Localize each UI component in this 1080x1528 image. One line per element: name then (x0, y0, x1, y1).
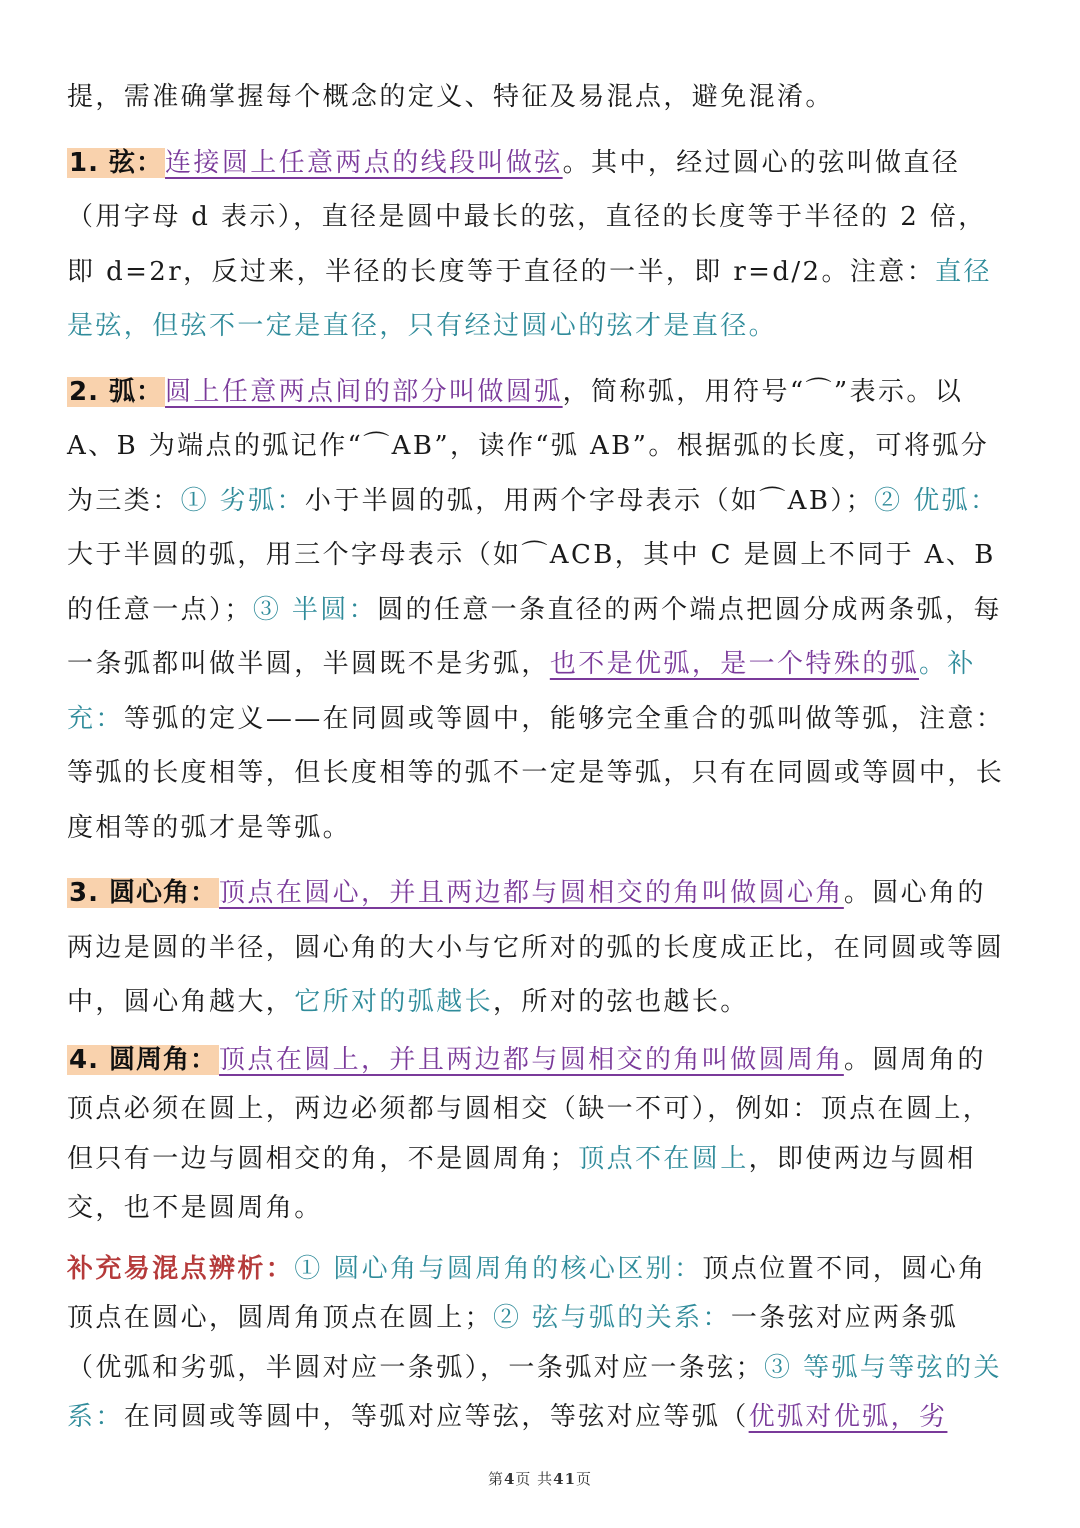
confusion-p2-text: 一条弦对应两条弧（优弧和劣弧，半圆对应一条弧），一条弧对应一条弦； (67, 1303, 959, 1383)
chord-section (67, 136, 1013, 354)
confusion-p3-label: ③ 等弧与等弦的关系： (67, 1352, 1002, 1432)
arc-section (67, 365, 1013, 856)
spacer (67, 855, 1013, 866)
footer-page-number: 4 (503, 1470, 516, 1488)
arc-semi-label: ③ 半圆： (252, 594, 378, 625)
spacer (67, 125, 1013, 136)
central-angle-heading: 3. 圆心角： (69, 878, 218, 908)
central-angle-body-end: ，所对的弦也越长。 (493, 987, 749, 1017)
confusion-p3-text: 在同圆或等圆中，等弧对应等弦，等弦对应等弧（ (123, 1402, 749, 1432)
chord-note: 直径是弦，但弦不一定是直径，只有经过圆心的弦才是直径。 (67, 256, 992, 341)
arc-supplement-text: 等弧的定义——在同圆或等圆中，能够完全重合的弧叫做等弧，注意：等弧的长度相等，但长度相等的弧不一定是等弧，只有在同圆或等圆中，长度相等的弧才是等弧。 (67, 703, 1005, 843)
arc-supplement-label: 。补充： (67, 649, 976, 734)
inscribed-angle-highlight: 顶点不在圆上 (578, 1143, 749, 1174)
footer-total-pages: 41 (553, 1470, 577, 1488)
inscribed-angle-body-end: ，即使两边与圆相交，也不是圆周角。 (67, 1143, 976, 1223)
confusion-heading: 补充易混点辨析： (67, 1253, 295, 1284)
document-page (67, 70, 1013, 1443)
central-angle-section (67, 866, 1013, 1030)
arc-body: ，简称弧，用符号“⌒”表示。以 A、B 为端点的弧记作“⌒AB”，读作“弧 AB”。根据弧的长度，可将弧分为三类： (67, 376, 990, 516)
arc-minor-text: 小于半圆的弧，用两个字母表示（如⌒AB）； (304, 485, 875, 516)
central-angle-body: 。圆心角的两边是圆的半径，圆心角的大小与它所对的弧的长度成正比，在同圆或等圆中，圆心角越大， (67, 878, 1005, 1017)
page-footer (0, 1468, 1080, 1489)
footer-middle: 页 共 (515, 1470, 554, 1488)
intro-text: 提，需准确掌握每个概念的定义、特征及易混点，避免混淆。 (67, 82, 834, 112)
chord-body: 。其中，经过圆心的弦叫做直径（用字母 d 表示），直径是圆中最长的弦，直径的长度等于半径的 2 倍，即 d=2r，反过来，半径的长度等于直径的一半，即 r=d/2。注意： (67, 147, 987, 287)
confusion-p3-tail: 优弧对优弧，劣 (748, 1402, 948, 1432)
arc-major-label: ② 优弧： (874, 485, 999, 516)
inscribed-angle-heading: 4. 圆周角： (69, 1044, 218, 1075)
chord-heading: 1. 弦： (69, 147, 164, 178)
arc-semi-special: 也不是优弧，是一个特殊的弧 (549, 649, 920, 679)
intro-paragraph (67, 70, 1013, 125)
arc-major-text: 大于半圆的弧，用三个字母表示（如⌒ACB，其中 C 是圆上不同于 A、B 的任意一点）； (67, 540, 996, 625)
footer-prefix: 第 (487, 1470, 504, 1488)
inscribed-angle-definition: 顶点在圆上，并且两边都与圆相交的角叫做圆周角 (219, 1044, 844, 1075)
arc-definition: 圆上任意两点间的部分叫做圆弧 (165, 376, 563, 407)
confusion-p1-text: 顶点位置不同，圆心角顶点在圆心，圆周角顶点在圆上； (67, 1253, 987, 1333)
central-angle-highlight: 它所对的弧越长 (294, 987, 494, 1017)
spacer (67, 1234, 1013, 1245)
confusion-section (67, 1245, 1013, 1443)
central-angle-definition: 顶点在圆心，并且两边都与圆相交的角叫做圆心角 (219, 878, 844, 908)
inscribed-angle-body: 。圆周角的顶点必须在圆上，两边必须都与圆相交（缺一不可），例如：顶点在圆上，但只有一边与圆相交的角，不是圆周角； (67, 1044, 992, 1174)
confusion-p1-label: ① 圆心角与圆周角的核心区别： (294, 1253, 703, 1284)
arc-minor-label: ① 劣弧： (180, 485, 305, 516)
confusion-p2-label: ② 弦与弧的关系： (493, 1303, 731, 1333)
chord-definition: 连接圆上任意两点的线段叫做弦 (165, 147, 563, 178)
arc-heading: 2. 弧： (69, 376, 164, 407)
spacer (67, 354, 1013, 365)
inscribed-angle-section (67, 1036, 1013, 1234)
footer-suffix: 页 (576, 1470, 593, 1488)
arc-semi-text: 圆的任意一条直径的两个端点把圆分成两条弧，每一条弧都叫做半圆，半圆既不是劣弧， (67, 594, 1002, 679)
